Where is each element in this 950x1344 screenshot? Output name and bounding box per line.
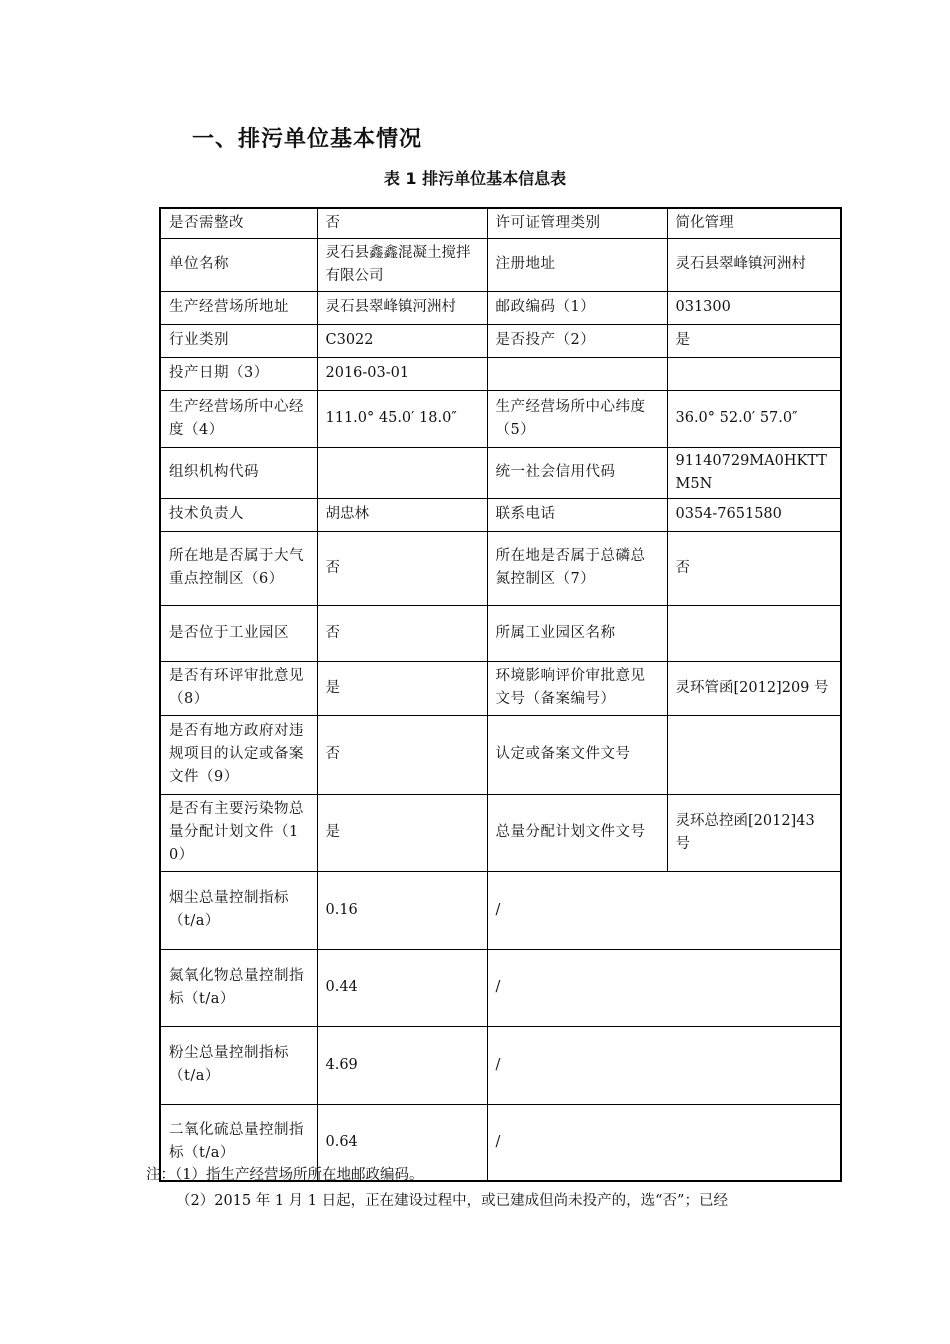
- cell-value: [667, 605, 841, 661]
- cell-value: 0.16: [317, 871, 487, 949]
- cell-label: 技术负责人: [160, 498, 317, 531]
- cell-value: 36.0° 52.0′ 57.0″: [667, 390, 841, 447]
- cell-value: [667, 357, 841, 390]
- table-row: [160, 390, 841, 447]
- cell-value: [317, 447, 487, 498]
- cell-label: 邮政编码（1）: [487, 291, 667, 324]
- cell-value: /: [487, 1104, 841, 1181]
- table-caption: 表 1 排污单位基本信息表: [383, 169, 567, 188]
- cell-label: 许可证管理类别: [487, 208, 667, 238]
- cell-value: 灵环总控函[2012]43 号: [667, 794, 841, 871]
- cell-label: 是否位于工业园区: [160, 605, 317, 661]
- cell-value: 111.0° 45.0′ 18.0″: [317, 390, 487, 447]
- cell-label: 生产经营场所中心经度（4）: [160, 390, 317, 447]
- cell-value: /: [487, 1026, 841, 1104]
- cell-value: 否: [317, 605, 487, 661]
- cell-label: [487, 357, 667, 390]
- cell-value: 否: [317, 715, 487, 794]
- cell-value: 否: [317, 531, 487, 605]
- note-line: （2）2015 年 1 月 1 日起，正在建设过程中，或已建成但尚未投产的，选“否”；已经: [176, 1193, 728, 1209]
- cell-label: 组织机构代码: [160, 447, 317, 498]
- cell-value: [667, 715, 841, 794]
- cell-label: 粉尘总量控制指标（t/a）: [160, 1026, 317, 1104]
- cell-value: 是: [667, 324, 841, 357]
- cell-value: 2016-03-01: [317, 357, 487, 390]
- cell-value: 灵环管函[2012]209 号: [667, 661, 841, 715]
- cell-label: 生产经营场所中心纬度（5）: [487, 390, 667, 447]
- cell-value: 031300: [667, 291, 841, 324]
- cell-value: 0354-7651580: [667, 498, 841, 531]
- cell-value: 简化管理: [667, 208, 841, 238]
- table-row: [160, 498, 841, 531]
- table-row: [160, 208, 841, 238]
- cell-value: 胡忠林: [317, 498, 487, 531]
- table-notes: [146, 1162, 728, 1214]
- cell-value: 是: [317, 794, 487, 871]
- cell-label: 所在地是否属于总磷总氮控制区（7）: [487, 531, 667, 605]
- table-row: [160, 531, 841, 605]
- cell-value: 0.44: [317, 949, 487, 1026]
- cell-label: 联系电话: [487, 498, 667, 531]
- cell-value: 否: [317, 208, 487, 238]
- table-row: [160, 324, 841, 357]
- cell-value: 灵石县翠峰镇河洲村: [667, 238, 841, 291]
- cell-value: 4.69: [317, 1026, 487, 1104]
- cell-value: 91140729MA0HKTTM5N: [667, 447, 841, 498]
- cell-label: 烟尘总量控制指标（t/a）: [160, 871, 317, 949]
- cell-value: /: [487, 871, 841, 949]
- cell-label: 行业类别: [160, 324, 317, 357]
- table-row: [160, 871, 841, 949]
- cell-value: 否: [667, 531, 841, 605]
- table-row: [160, 1026, 841, 1104]
- cell-label: 是否有主要污染物总量分配计划文件（10）: [160, 794, 317, 871]
- cell-label: 氮氧化物总量控制指标（t/a）: [160, 949, 317, 1026]
- cell-value: /: [487, 949, 841, 1026]
- cell-label: 二氧化硫总量控制指标（t/a）: [160, 1104, 317, 1181]
- section-heading: 一、排污单位基本情况: [192, 127, 423, 152]
- cell-value: C3022: [317, 324, 487, 357]
- cell-label: 总量分配计划文件文号: [487, 794, 667, 871]
- basic-info-table: [159, 207, 842, 1182]
- cell-label: 投产日期（3）: [160, 357, 317, 390]
- table-row: [160, 794, 841, 871]
- cell-value: 0.64: [317, 1104, 487, 1181]
- cell-label: 是否需整改: [160, 208, 317, 238]
- cell-label: 统一社会信用代码: [487, 447, 667, 498]
- cell-value: 灵石县翠峰镇河洲村: [317, 291, 487, 324]
- cell-label: 生产经营场所地址: [160, 291, 317, 324]
- cell-label: 所在地是否属于大气重点控制区（6）: [160, 531, 317, 605]
- table-row: [160, 715, 841, 794]
- cell-label: 认定或备案文件文号: [487, 715, 667, 794]
- table-row: [160, 447, 841, 498]
- cell-label: 环境影响评价审批意见文号（备案编号）: [487, 661, 667, 715]
- table-row: [160, 661, 841, 715]
- cell-label: 单位名称: [160, 238, 317, 291]
- cell-label: 所属工业园区名称: [487, 605, 667, 661]
- cell-label: 是否有环评审批意见（8）: [160, 661, 317, 715]
- cell-value: 灵石县鑫鑫混凝土搅拌有限公司: [317, 238, 487, 291]
- table-row: [160, 605, 841, 661]
- cell-label: 是否有地方政府对违规项目的认定或备案文件（9）: [160, 715, 317, 794]
- table-row: [160, 949, 841, 1026]
- table-row: [160, 357, 841, 390]
- table-row: [160, 291, 841, 324]
- table-row: [160, 238, 841, 291]
- cell-label: 注册地址: [487, 238, 667, 291]
- note-line: 注：（1）指生产经营场所所在地邮政编码。: [146, 1167, 424, 1183]
- cell-value: 是: [317, 661, 487, 715]
- cell-label: 是否投产（2）: [487, 324, 667, 357]
